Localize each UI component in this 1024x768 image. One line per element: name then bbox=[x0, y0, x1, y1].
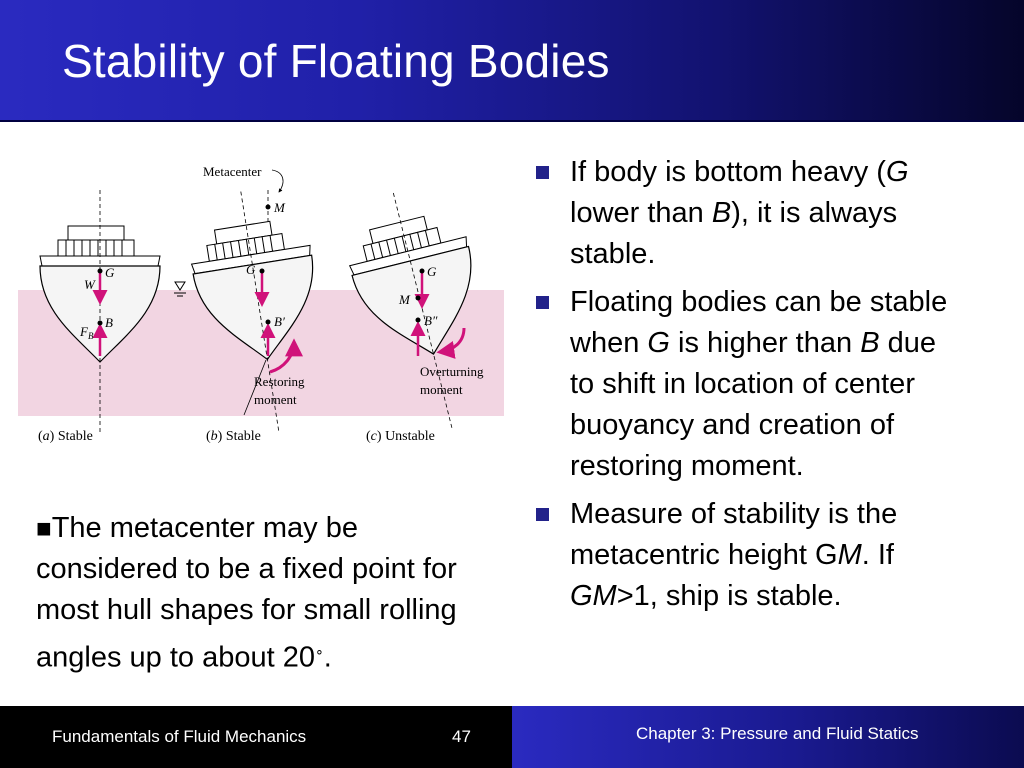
b-prime-point bbox=[266, 320, 271, 325]
bullet-text: Measure of stability is the metacentric height GM. If GM>1, ship is stable. bbox=[570, 498, 898, 612]
bullet-item bbox=[536, 282, 966, 487]
caption-a: (a) Stable bbox=[38, 429, 93, 444]
bullet-square-icon bbox=[536, 296, 549, 309]
label-overturning-1: Overturning bbox=[420, 364, 484, 379]
g-point-b bbox=[260, 269, 265, 274]
bullet-text: Floating bodies can be stable when G is higher than B due to shift in location of center buoyancy and creation of restoring moment. bbox=[570, 286, 948, 482]
label-restoring-1: Restoring bbox=[254, 374, 305, 389]
figure-svg bbox=[14, 150, 506, 450]
label-g-b: G bbox=[246, 262, 256, 277]
b-double-prime-point bbox=[416, 318, 421, 323]
label-restoring-2: moment bbox=[254, 392, 297, 407]
footer-chapter: Chapter 3: Pressure and Fluid Statics bbox=[636, 724, 919, 743]
bullet-text: If body is bottom heavy (G lower than B), it is always stable. bbox=[570, 156, 909, 270]
footer-right bbox=[512, 706, 1024, 768]
bullet-square-icon bbox=[536, 508, 549, 521]
slide-title: Stability of Floating Bodies bbox=[62, 35, 610, 87]
footer-left bbox=[0, 706, 512, 768]
metacenter-point-c bbox=[416, 296, 421, 301]
metacenter-note: ■The metacenter may be considered to be a fixed point for most hull shapes for small rolling angles up to about 20∘. bbox=[36, 512, 457, 674]
note-text: The metacenter may be considered to be a fixed point for most hull shapes for small rolling angles up to about 20 bbox=[36, 512, 457, 674]
bullet-square-icon bbox=[536, 166, 549, 179]
page-number: 47 bbox=[452, 727, 471, 746]
g-point-c bbox=[420, 269, 425, 274]
label-fb-a: $F_B$ bbox=[80, 324, 94, 341]
stability-figure bbox=[14, 150, 506, 450]
label-g-c: G bbox=[427, 264, 437, 279]
label-w-a: W bbox=[84, 277, 95, 292]
degree-symbol: ∘ bbox=[314, 643, 324, 659]
caption-c: (c) Unstable bbox=[366, 429, 435, 444]
label-b-prime: B′ bbox=[274, 314, 285, 329]
label-g-a: G bbox=[105, 265, 115, 280]
b-point-a bbox=[98, 321, 103, 326]
label-metacenter: Metacenter bbox=[203, 164, 262, 179]
metacenter-pointer bbox=[272, 170, 283, 192]
label-m-c: M bbox=[399, 292, 410, 307]
label-overturning-2: moment bbox=[420, 382, 463, 397]
footer-course-title: Fundamentals of Fluid Mechanics bbox=[52, 727, 307, 746]
bullet-item bbox=[536, 152, 966, 275]
g-point-a bbox=[98, 269, 103, 274]
title-bar bbox=[0, 0, 1024, 122]
bullet-item bbox=[536, 494, 966, 617]
label-b-double-prime: B″ bbox=[424, 313, 438, 328]
caption-b: (b) Stable bbox=[206, 429, 261, 444]
bullet-list bbox=[536, 152, 966, 624]
label-b-a: B bbox=[105, 315, 113, 330]
label-m-b: M bbox=[274, 200, 285, 215]
note-bullet-icon: ■ bbox=[36, 513, 52, 543]
